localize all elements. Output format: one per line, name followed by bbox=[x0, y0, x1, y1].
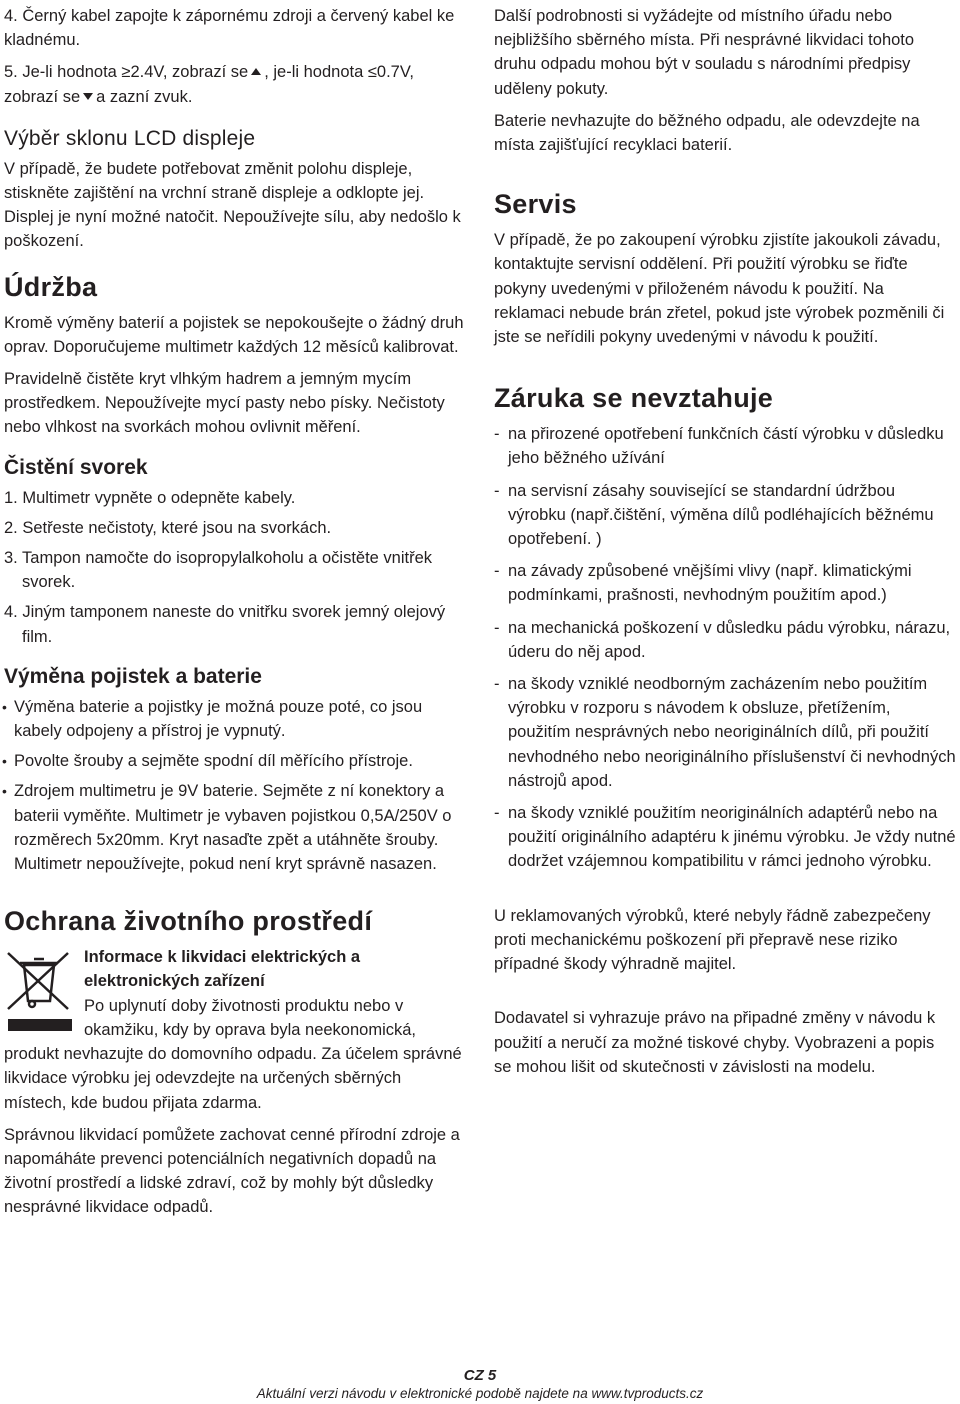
warranty-item: - na přirozené opotřebení funkčních částí výrobku v důsledku jeho běžného užívání bbox=[494, 425, 944, 468]
disposal-paragraph-1: Další podrobnosti si vyžádejte od místního úřadu nebo nejbližšího sběrného místa. Při nesprávné likvidaci tohoto druhu odpadu mohou být v souladu s národními předpisy uděleny pokuty. bbox=[494, 7, 915, 98]
maintenance-paragraph-2: Pravidelně čistěte kryt vlhkým hadrem a jemným mycím prostředkem. Nepoužívejte mycí pasty nebo písky. Nečistoty nebo vlhkost na svorkách mohou ovlivnit měření. bbox=[4, 370, 445, 437]
footer-note: Aktuální verzi návodu v elektronické podobě najdete na www.tvproducts.cz bbox=[256, 1386, 704, 1401]
step-4: 4. Černý kabel zapojte k zápornému zdroji a červený kabel ke kladnému. bbox=[4, 7, 455, 50]
step-5 bbox=[4, 60, 466, 108]
disposal-paragraph-2: Baterie nevhazujte do běžného odpadu, ale odevzdejte na místa zajišťující recyklaci baterií. bbox=[494, 111, 920, 155]
cleaning-step: 3. Tampon namočte do isopropylalkoholu a očistěte vnitřek svorek. bbox=[4, 549, 433, 592]
crossed-bin-icon bbox=[4, 949, 76, 1035]
warranty-item: - na závady způsobené vnějšími vlivy (např. klimatickými podmínkami, prašnosti, nevhodným použitím apod.) bbox=[494, 562, 912, 605]
service-text: V případě, že po zakoupení výrobku zjistíte jakoukoli závadu, kontaktujte servisní oddělení. Při použití výrobku se řiďte pokyny uvedenými v přiloženém návodu k použití. Na reklamaci nebude brán zřetel, pokud jste výrobek pozměnili či jste se neřídili pokyny uvedenými v návodu k použití. bbox=[494, 231, 945, 347]
cleaning-step: 2. Setřeste nečistoty, které jsou na svorkách. bbox=[4, 518, 332, 537]
weee-title: Informace k likvidaci elektrických a elektronických zařízení bbox=[84, 948, 361, 991]
warranty-item-text: na škody vzniklé použitím neoriginálních adaptérů nebo na použití originálního adaptéru k jinému výrobku. Je vždy nutné dodržet vzájemnou kompatibilitu v rámci jednoho výrobku. bbox=[508, 804, 956, 871]
warranty-item: - na škody vzniklé neodborným zacházením nebo použitím výrobku v rozporu s návodem k obsluze, přetížením, použitím nesprávných nebo neoriginálních dílů, při použití nevhodného nebo neoriginálního příslušenství či nevhodných nástrojů apod. bbox=[494, 675, 956, 790]
warranty-item-text: na závady způsobené vnějšími vlivy (např. klimatickými podmínkami, prašnosti, nevhodným použitím apod.) bbox=[508, 562, 912, 605]
warranty-item: - na servisní zásahy související se standardní údržbou výrobku (např.čištění, výměna dílů podléhajících běžnému opotřebení. ) bbox=[494, 481, 934, 549]
warranty-item: - na škody vzniklé použitím neoriginálních adaptérů nebo na použití originálního adaptéru k jinému výrobku. Je vždy nutné dodržet vzájemnou kompatibilitu v rámci jednoho výrobku. bbox=[494, 804, 956, 871]
right-column bbox=[494, 4, 956, 1079]
maintenance-heading: Údržba bbox=[4, 271, 98, 302]
claims-paragraph: U reklamovaných výrobků, které nebyly řádně zabezpečeny proti mechanickému poškození při přepravě nese riziko případné škody výhradně majitel. bbox=[494, 906, 931, 974]
step-5-part-b: , je-li hodnota ≤0.7V, zobrazí se bbox=[4, 63, 414, 106]
warranty-heading: Záruka se nevztahuje bbox=[494, 383, 774, 414]
arrow-up-icon bbox=[251, 68, 261, 75]
fuse-bullet: • Výměna baterie a pojistky je možná pouze poté, co jsou kabely odpojeny a přístroj je vypnutý. bbox=[4, 695, 466, 743]
warranty-item-text: na mechanická poškození v důsledku pádu výrobku, nárazu, úderu do něj apod. bbox=[508, 618, 951, 661]
fuse-battery-heading: Výměna pojistek a baterie bbox=[4, 664, 262, 688]
weee-block bbox=[4, 945, 466, 1114]
cleaning-heading: Čistění svorek bbox=[4, 455, 148, 479]
arrow-down-icon bbox=[83, 93, 93, 100]
warranty-item-text: na přirozené opotřebení funkčních částí výrobku v důsledku jeho běžného užívání bbox=[508, 425, 944, 468]
warranty-item-text: na servisní zásahy související se standardní údržbou výrobku (např.čištění, výměna dílů podléhajících běžnému opotřebení. ) bbox=[508, 481, 934, 549]
warranty-item: - na mechanická poškození v důsledku pádu výrobku, nárazu, úderu do něj apod. bbox=[494, 618, 951, 661]
step-5-part-a: 5. Je-li hodnota ≥2.4V, zobrazí se bbox=[4, 63, 249, 82]
supplier-paragraph: Dodavatel si vyhrazuje právo na připadné změny v návodu k použití a neručí za možné tiskové chyby. Vyobrazeni a popis se mohou lišit od skutečnosti v závislosti na modelu. bbox=[494, 1009, 936, 1076]
cleaning-step: 4. Jiným tamponem naneste do vnitřku svorek jemný olejový film. bbox=[4, 603, 446, 646]
left-column bbox=[4, 4, 466, 1220]
weee-text: Po uplynutí doby životnosti produktu nebo v okamžiku, kdy by oprava byla neekonomická, produkt nevhazujte do domovního odpadu. Za účelem správné likvidace výrobku jej odevzdejte na určených sběrných místech, kde budou přijata zdarma. bbox=[4, 996, 462, 1112]
service-heading: Servis bbox=[494, 189, 577, 220]
environment-heading: Ochrana životního prostředí bbox=[4, 906, 373, 937]
environment-paragraph-2: Správnou likvidací pomůžete zachovat cenné přírodní zdroje a napomáháte prevenci potenciálních negativních dopadů na životní prostředí a lidské zdraví, což by mohly být důsledky nesprávné likvidace odpadů. bbox=[4, 1125, 460, 1217]
step-5-part-c: a zazní zvuk. bbox=[96, 87, 193, 106]
fuse-bullet: • Povolte šrouby a sejměte spodní díl měřícího přístroje. bbox=[4, 749, 466, 773]
warranty-item-text: na škody vzniklé neodborným zacházením nebo použitím výrobku v rozporu s návodem k obsluze, přetížením, použitím nesprávných nebo neoriginálních dílů, při použití nevhodného nebo neoriginálního příslušenství či nevhodných nástrojů apod. bbox=[508, 675, 956, 790]
fuse-bullet: • Zdrojem multimetru je 9V baterie. Sejměte z ní konektory a baterii vyměňte. Multimetr je vybaven pojistkou 0,5A/250V o rozměrech 5x20mm. Kryt nasaďte zpět a utáhněte šrouby. Multimetr nepoužívejte, pokud není kryt správně nasazen. bbox=[4, 779, 466, 876]
lcd-heading: Výběr sklonu LCD displeje bbox=[4, 126, 256, 150]
cleaning-step: 1. Multimetr vypněte o odepněte kabely. bbox=[4, 488, 296, 507]
page-number: CZ 5 bbox=[463, 1367, 497, 1384]
lcd-text: V případě, že budete potřebovat změnit polohu displeje, stiskněte zajištění na vrchní straně displeje a odklopte jej. Displej je nyní možné natočit. Nepoužívejte sílu, aby nedošlo k poškození. bbox=[4, 159, 461, 251]
maintenance-paragraph-1: Kromě výměny baterií a pojistek se nepokoušejte o žádný druh oprav. Doporučujeme multimetr každých 12 měsíců kalibrovat. bbox=[4, 313, 464, 356]
